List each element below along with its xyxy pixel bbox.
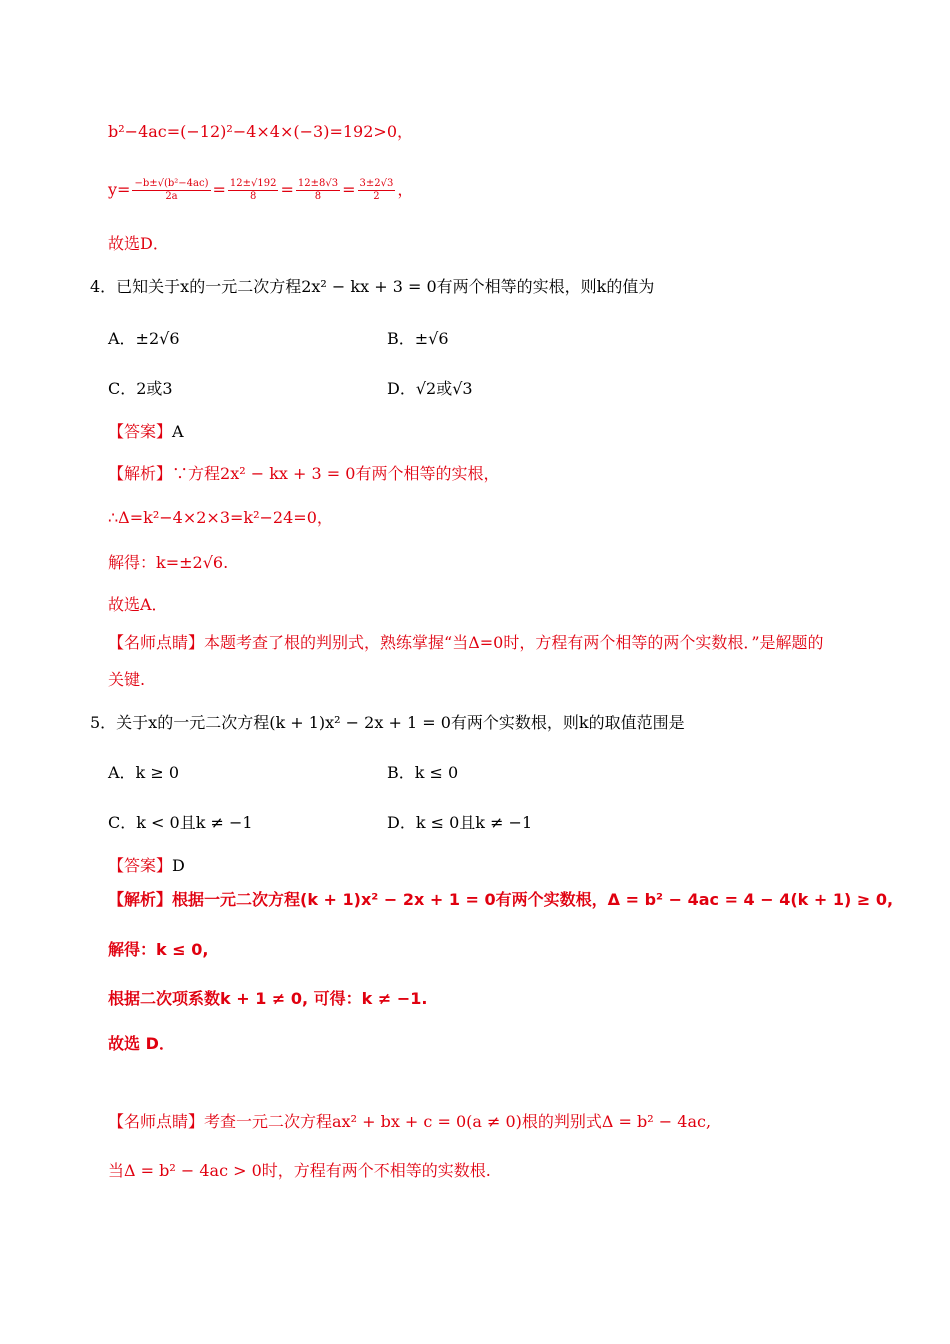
q4-option-b: B．±√6 — [387, 329, 449, 348]
q5-option-c: C．k < 0且k ≠ −1 — [108, 813, 253, 832]
q5-analysis — [108, 890, 893, 910]
q5-option-b: B．k ≤ 0 — [387, 763, 459, 782]
equals-sign: = — [212, 180, 226, 199]
q4-step-1: ∴Δ=k²−4×2×3=k²−24=0， — [108, 508, 333, 527]
q5-question: 5．关于x的一元二次方程(k + 1)x² − 2x + 1 = 0有两个实数根，则k的取值范围是 — [90, 713, 685, 732]
q4-tip-text-1: 本题考查了根的判别式，熟练掌握“当Δ=0时，方程有两个相等的两个实数根．”是解题的 — [204, 633, 824, 652]
q4-answer-label: 【答案】 — [108, 422, 173, 441]
q4-answer — [108, 422, 184, 442]
q5-step-2: 根据二次项系数k + 1 ≠ 0, 可得：k ≠ −1. — [108, 989, 428, 1008]
q5-step-3: 故选 D． — [108, 1034, 175, 1053]
q4-question: 4．已知关于x的一元二次方程2x² − kx + 3 = 0有两个相等的实根，则k的值为 — [90, 277, 655, 296]
q5-option-d: D．k ≤ 0且k ≠ −1 — [387, 813, 533, 832]
fraction-numerator: 3±2√3 — [359, 178, 394, 189]
q4-tip-label: 【名师点睛】 — [108, 633, 205, 652]
q5-analysis-text: 根据一元二次方程(k + 1)x² − 2x + 1 = 0有两个实数根，Δ = b² − 4ac = 4 − 4(k + 1) ≥ 0, — [172, 890, 894, 909]
q5-tip — [108, 1112, 711, 1132]
q4-analysis-label: 【解析】 — [108, 464, 173, 483]
q4-tip-text-2: 关键. — [108, 670, 146, 689]
q5-option-a: A．k ≥ 0 — [108, 763, 180, 782]
q4-step-3: 故选A． — [108, 595, 168, 614]
q5-answer — [108, 856, 185, 876]
q4-option-a: A．±2√6 — [108, 329, 180, 348]
formula-fraction-2 — [228, 178, 279, 203]
q4-option-c: C．2或3 — [108, 379, 173, 398]
formula-y-prefix: y= — [108, 180, 131, 199]
q4-tip — [108, 633, 824, 653]
fraction-denominator: 8 — [314, 191, 322, 202]
equals-sign: = — [280, 180, 294, 199]
formula-fraction-4 — [358, 178, 396, 203]
fraction-numerator: 12±√192 — [229, 178, 277, 189]
discriminant-line: b²−4ac=(−12)²−4×4×(−3)=192>0， — [108, 122, 413, 141]
fraction-numerator: 12±8√3 — [297, 178, 339, 189]
q5-answer-label: 【答案】 — [108, 856, 173, 875]
formula-suffix: ， — [397, 180, 414, 199]
q5-step-1: 解得：k ≤ 0, — [108, 940, 209, 959]
equals-sign: = — [342, 180, 356, 199]
fraction-denominator: 2a — [165, 191, 178, 202]
q5-tip-label: 【名师点睛】 — [108, 1112, 205, 1131]
fraction-numerator: −b±√(b²−4ac) — [134, 178, 209, 189]
formula-fraction-3 — [296, 178, 340, 203]
q5-analysis-label: 【解析】 — [108, 890, 173, 909]
fraction-denominator: 2 — [373, 191, 380, 202]
q4-analysis-text: ∵方程2x² − kx + 3 = 0有两个相等的实根， — [172, 464, 500, 483]
q5-answer-value: D — [172, 856, 185, 875]
formula-fraction-1 — [132, 178, 210, 203]
fraction-denominator: 8 — [250, 191, 257, 202]
q4-answer-value: A — [172, 422, 184, 441]
q4-analysis — [108, 464, 499, 484]
q4-option-d: D．√2或√3 — [387, 379, 473, 398]
top-conclusion: 故选D． — [108, 234, 169, 253]
q4-step-2: 解得：k=±2√6. — [108, 553, 229, 572]
q5-tip-text-1: 考查一元二次方程ax² + bx + c = 0(a ≠ 0)根的判别式Δ = b² − 4ac, — [204, 1112, 712, 1131]
q5-tip-text-2: 当Δ = b² − 4ac > 0时，方程有两个不相等的实数根. — [108, 1161, 491, 1180]
quadratic-formula-line — [108, 172, 413, 208]
